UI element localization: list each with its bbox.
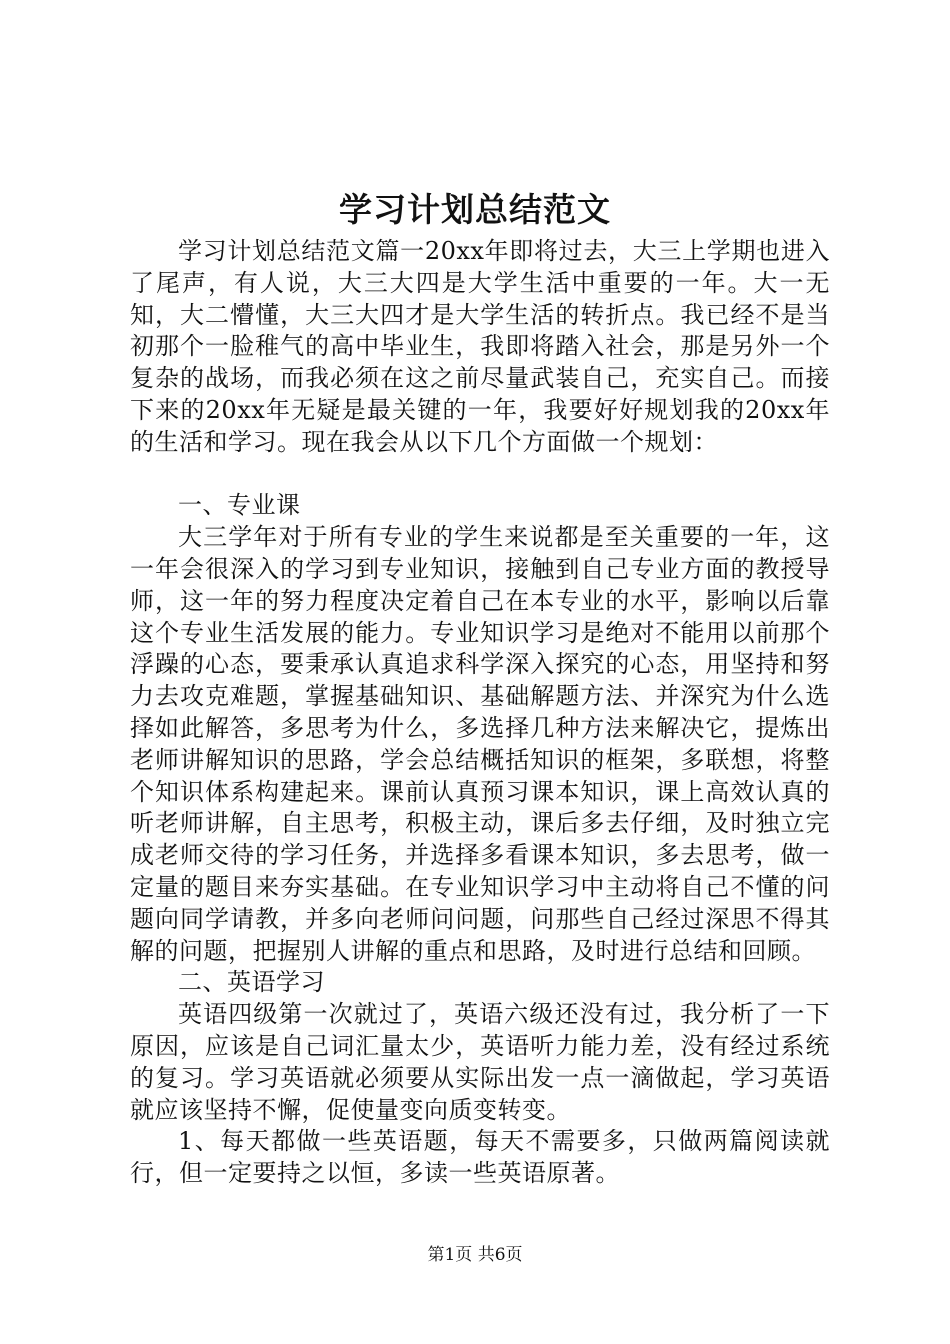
document-title: 学习计划总结范文: [339, 190, 611, 229]
section-heading-major: 一、专业课: [178, 491, 301, 520]
english-paragraph: 英语四级第一次就过了，英语六级还没有过，我分析了一下原因，应该是自己词汇量太少，英语听力能力差，没有经过系统的复习。学习英语就必须要从实际出发一点一滴做起，学习英语就应该坚持不懈，促使量变向质变转变。: [130, 1000, 830, 1124]
english-item-1: 1、每天都做一些英语题，每天不需要多，只做两篇阅读就行，但一定要持之以恒，多读一些英语原著。: [130, 1127, 830, 1188]
page-footer: 第1页 共6页: [427, 1245, 523, 1265]
document-body: [130, 236, 830, 1190]
major-paragraph: 大三学年对于所有专业的学生来说都是至关重要的一年，这一年会很深入的学习到专业知识，接触到自己专业方面的教授导师，这一年的努力程度决定着自己在本专业的水平，影响以后靠这个专业生活发展的能力。专业知识学习是绝对不能用以前那个浮躁的心态，要秉承认真追求科学深入探究的心态，用坚持和努力去攻克难题，掌握基础知识、基础解题方法、并深究为什么选择如此解答，多思考为什么，多选择几种方法来解决它，提炼出老师讲解知识的思路，学会总结概括知识的框架，多联想，将整个知识体系构建起来。课前认真预习课本知识，课上高效认真的听老师讲解，自主思考，积极主动，课后多去仔细，及时独立完成老师交待的学习任务，并选择多看课本知识，多去思考，做一定量的题目来夯实基础。在专业知识学习中主动将自己不懂的问题向同学请教，并多向老师问问题，问那些自己经过深思不得其解的问题，把握别人讲解的重点和思路，及时进行总结和回顾。: [130, 523, 830, 965]
section-heading-english: 二、英语学习: [178, 968, 325, 997]
intro-paragraph: 学习计划总结范文篇一20xx年即将过去，大三上学期也进入了尾声，有人说，大三大四是大学生活中重要的一年。大一无知，大二懵懂，大三大四才是大学生活的转折点。我已经不是当初那个一脸稚气的高中毕业生，我即将踏入社会，那是另外一个复杂的战场，而我必须在这之前尽量武装自己，充实自己。而接下来的20xx年无疑是最关键的一年，我要好好规划我的20xx年的生活和学习。现在我会从以下几个方面做一个规划：: [130, 237, 830, 456]
